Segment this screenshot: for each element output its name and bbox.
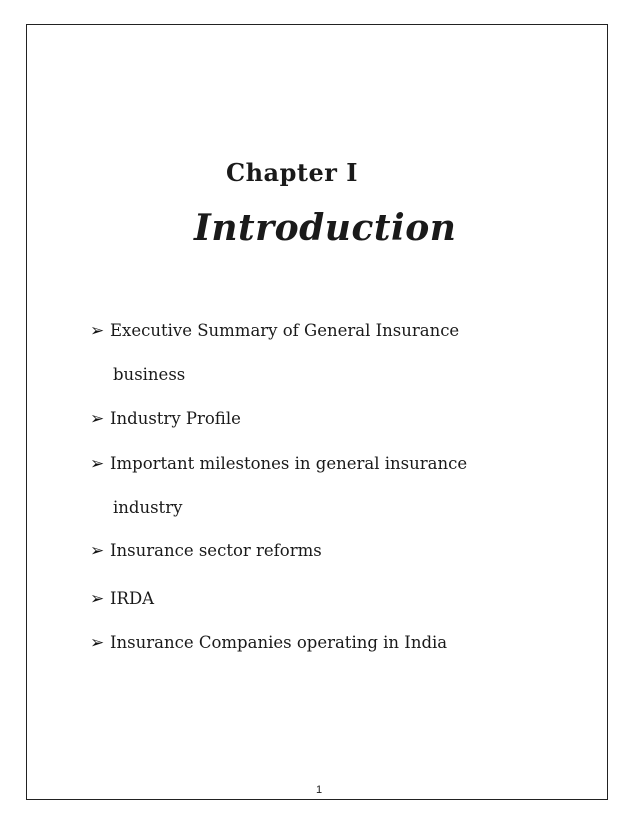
- topic-text: Industry Profile: [110, 409, 241, 428]
- topic-text-continued: business: [113, 365, 186, 384]
- topic-item-industry-profile: [90, 408, 241, 430]
- page-number: 1: [315, 784, 323, 796]
- topic-text: Important milestones in general insurance: [110, 454, 468, 473]
- chapter-label: Chapter I: [226, 158, 358, 187]
- topic-item-sector-reforms: [90, 540, 322, 562]
- topic-item-executive-summary: [90, 320, 459, 386]
- arrowhead-bullet-icon: ➢: [90, 454, 105, 474]
- arrowhead-bullet-icon: ➢: [90, 409, 105, 429]
- arrowhead-bullet-icon: ➢: [90, 589, 105, 609]
- arrowhead-bullet-icon: ➢: [90, 633, 105, 653]
- topic-item-milestones: [90, 453, 467, 519]
- topic-text: Insurance sector reforms: [110, 541, 322, 560]
- topic-item-insurance-companies: [90, 632, 447, 654]
- arrowhead-bullet-icon: ➢: [90, 321, 105, 341]
- topic-item-irda: [90, 588, 154, 610]
- topic-text: Insurance Companies operating in India: [110, 633, 448, 652]
- arrowhead-bullet-icon: ➢: [90, 541, 105, 561]
- chapter-title: Introduction: [194, 207, 457, 249]
- topic-text-continued: industry: [113, 498, 183, 517]
- topic-text: Executive Summary of General Insurance: [110, 321, 460, 340]
- topic-text: IRDA: [110, 589, 155, 608]
